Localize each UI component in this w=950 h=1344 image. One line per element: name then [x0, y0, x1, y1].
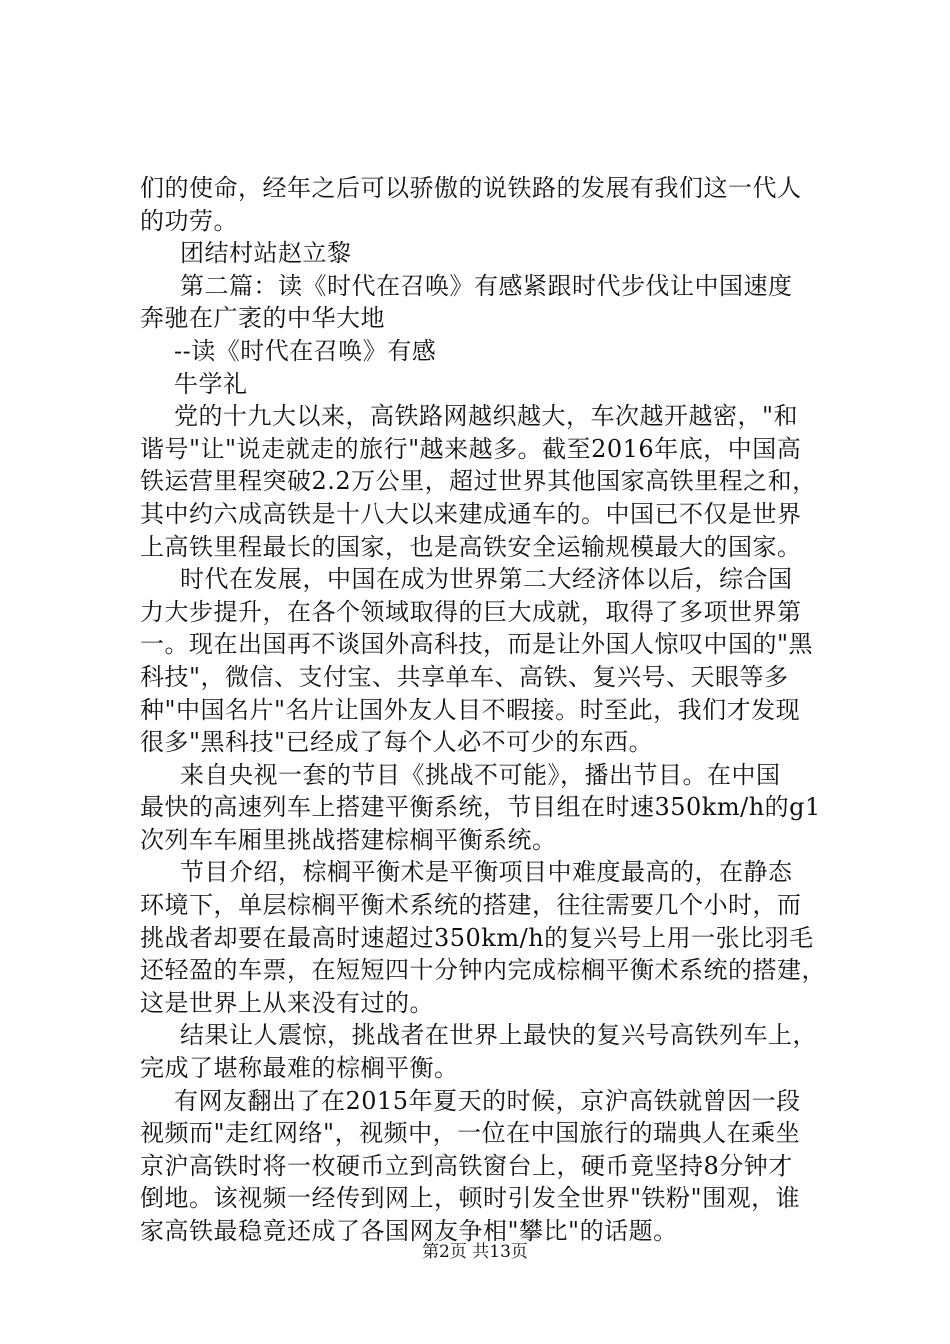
text-line: 谐号"让"说走就走的旅行"越来越多。截至2016年底，中国高 [140, 434, 802, 463]
text-line: 京沪高铁时将一枚硬币立到高铁窗台上，硬币竟坚持8分钟才 [140, 1151, 793, 1180]
text-line: 倒地。该视频一经传到网上，顿时引发全世界"铁粉"围观，谁 [140, 1184, 801, 1213]
author-line: 团结村站赵立黎 [180, 239, 352, 268]
text-line: 挑战者却要在最高时速超过350km/h的复兴号上用一张比羽毛 [140, 923, 814, 952]
section-heading: 第二篇：读《时代在召唤》有感紧跟时代步伐让中国速度 [180, 271, 793, 300]
subtitle-line: --读《时代在召唤》有感 [174, 336, 437, 365]
text-line: 铁运营里程突破2.2万公里，超过世界其他国家高铁里程之和， [140, 467, 817, 496]
text-line: 种"中国名片"名片让国外友人目不暇接。时至此，我们才发现 [140, 695, 801, 724]
author-line: 牛学礼 [174, 369, 248, 398]
page-number-footer: 第2页 共13页 [422, 1242, 528, 1262]
text-line: 很多"黑科技"已经成了每个人必不可少的东西。 [140, 728, 654, 757]
text-line: 有网友翻出了在2015年夏天的时候，京沪高铁就曾因一段 [174, 1086, 801, 1115]
text-line: 的功劳。 [140, 206, 238, 235]
text-line: 节目介绍，棕榈平衡术是平衡项目中难度最高的，在静态 [180, 858, 793, 887]
text-line: 上高铁里程最长的国家，也是高铁安全运输规模最大的国家。 [140, 532, 802, 561]
text-line: 结果让人震惊，挑战者在世界上最快的复兴号高铁列车上， [180, 1021, 817, 1050]
text-line: 这是世界上从来没有过的。 [140, 988, 434, 1017]
text-line: 们的使命，经年之后可以骄傲的说铁路的发展有我们这一代人 [140, 174, 802, 202]
text-line: 次列车车厢里挑战搭建棕榈平衡系统。 [140, 825, 557, 854]
text-line: 一。现在出国再不谈国外高科技，而是让外国人惊叹中国的"黑 [140, 630, 814, 659]
text-line: 力大步提升，在各个领域取得的巨大成就，取得了多项世界第 [140, 597, 802, 626]
text-line: 最快的高速列车上搭建平衡系统，节目组在时速350km/h的g1 [140, 793, 821, 822]
text-line: 时代在发展，中国在成为世界第二大经济体以后，综合国 [180, 565, 793, 594]
article-body [140, 172, 840, 1248]
text-line: 环境下，单层棕榈平衡术系统的搭建，往往需要几个小时，而 [140, 891, 802, 920]
text-line: 来自央视一套的节目《挑战不可能》，播出节目。在中国 [180, 760, 781, 789]
text-line: 家高铁最稳竟还成了各国网友争相"攀比"的话题。 [140, 1217, 678, 1245]
text-line: 党的十九大以来，高铁路网越织越大，车次越开越密，"和 [174, 402, 799, 431]
text-line: 科技"，微信、支付宝、共享单车、高铁、复兴号、天眼等多 [140, 662, 789, 691]
text-line: 完成了堪称最难的棕榈平衡。 [140, 1054, 459, 1083]
text-line: 视频而"走红网络"，视频中，一位在中国旅行的瑞典人在乘坐 [140, 1119, 801, 1148]
text-line: 其中约六成高铁是十八大以来建成通车的。中国已不仅是世界 [140, 499, 802, 528]
text-line: 还轻盈的车票，在短短四十分钟内完成棕榈平衡术系统的搭建， [140, 956, 826, 985]
section-heading-cont: 奔驰在广袤的中华大地 [140, 304, 385, 333]
